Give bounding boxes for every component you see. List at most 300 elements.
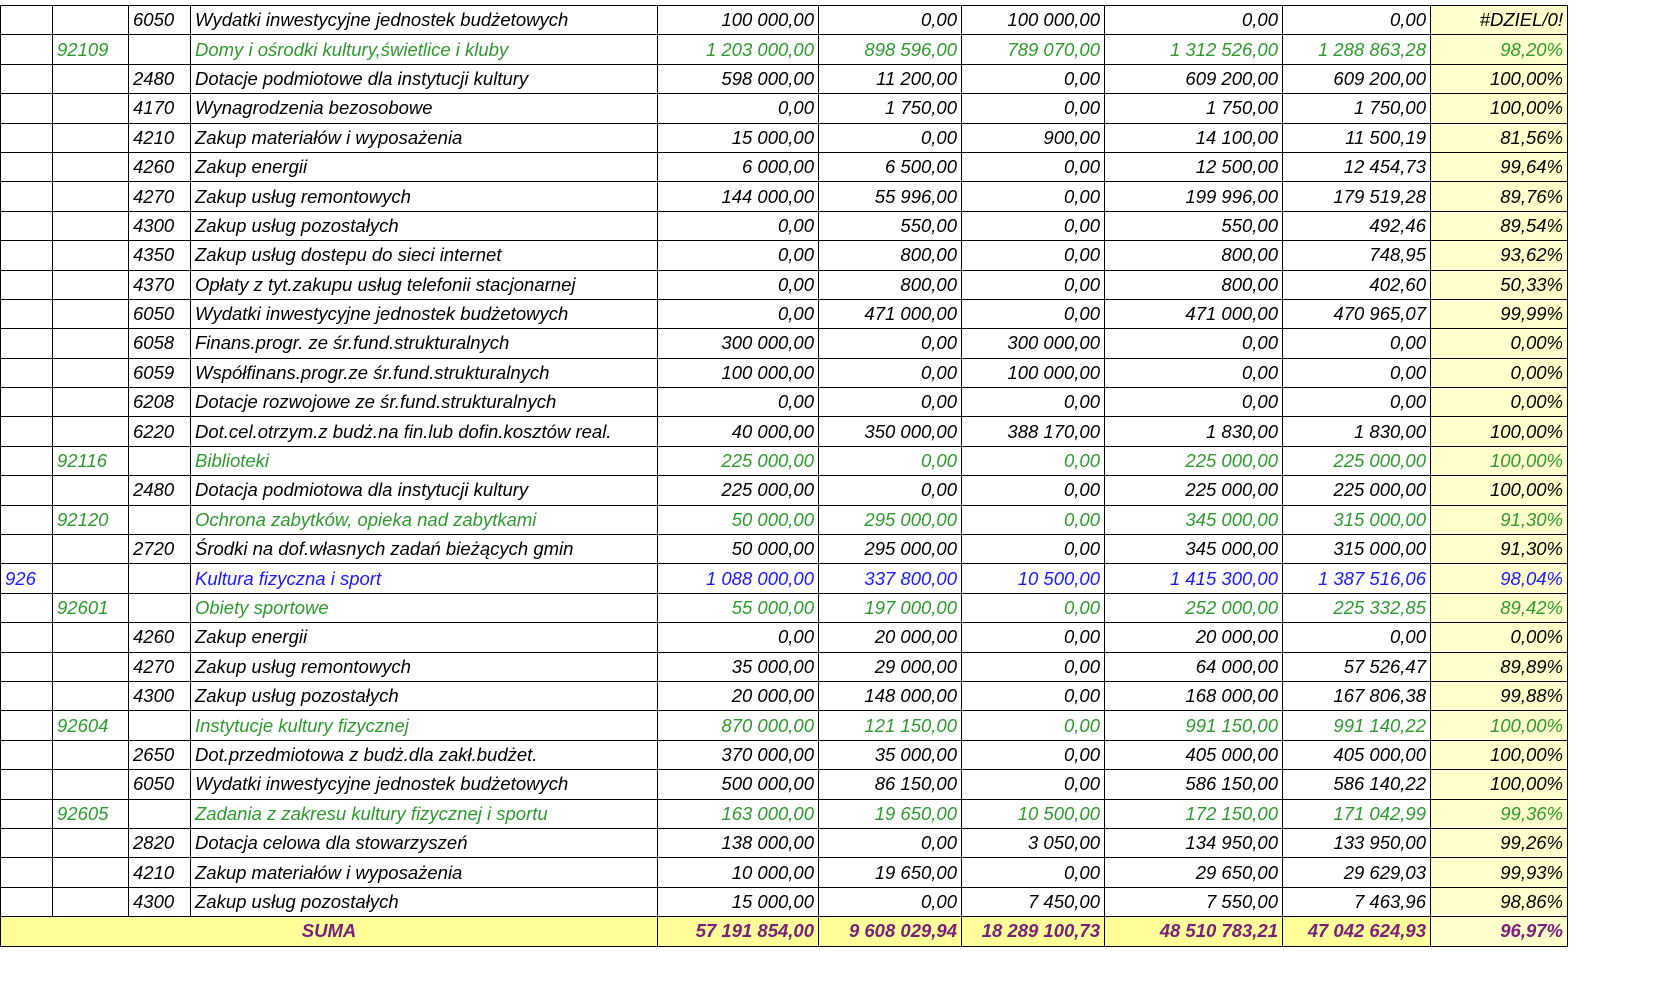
name-cell: Dotacja celowa dla stowarzyszeń	[191, 828, 658, 857]
table-row	[1, 241, 1568, 270]
plan-cell: 500 000,00	[658, 770, 819, 799]
rozdzial-code-cell	[53, 887, 129, 916]
plan-after-changes-cell: 20 000,00	[1105, 623, 1283, 652]
increase-cell: 121 150,00	[819, 711, 962, 740]
plan-after-changes-cell: 1 415 300,00	[1105, 564, 1283, 593]
plan-after-changes-cell: 405 000,00	[1105, 740, 1283, 769]
percent-cell: 0,00%	[1431, 388, 1568, 417]
decrease-cell: 0,00	[962, 211, 1105, 240]
execution-cell: 0,00	[1283, 329, 1431, 358]
plan-after-changes-cell: 586 150,00	[1105, 770, 1283, 799]
plan-after-changes-cell: 0,00	[1105, 388, 1283, 417]
paragraf-code-cell: 2650	[129, 740, 191, 769]
plan-cell: 0,00	[658, 623, 819, 652]
rozdzial-code-cell	[53, 770, 129, 799]
decrease-cell: 0,00	[962, 476, 1105, 505]
decrease-cell: 0,00	[962, 535, 1105, 564]
rozdzial-code-cell	[53, 329, 129, 358]
name-cell: Finans.progr. ze śr.fund.strukturalnych	[191, 329, 658, 358]
plan-cell: 10 000,00	[658, 858, 819, 887]
name-cell: Zakup usług pozostałych	[191, 211, 658, 240]
plan-after-changes-cell: 64 000,00	[1105, 652, 1283, 681]
paragraf-code-cell: 4210	[129, 123, 191, 152]
dzial-code-cell	[1, 681, 53, 710]
name-cell: Zakup energii	[191, 623, 658, 652]
dzial-code-cell	[1, 417, 53, 446]
execution-cell: 315 000,00	[1283, 505, 1431, 534]
name-cell: Obiety sportowe	[191, 593, 658, 622]
percent-cell: 98,20%	[1431, 35, 1568, 64]
name-cell: Zakup usług pozostałych	[191, 887, 658, 916]
table-row	[1, 358, 1568, 387]
execution-cell: 609 200,00	[1283, 64, 1431, 93]
rozdzial-row	[1, 711, 1568, 740]
increase-cell: 20 000,00	[819, 623, 962, 652]
dzial-code-cell	[1, 6, 53, 35]
plan-after-changes-cell: 800,00	[1105, 241, 1283, 270]
paragraf-code-cell: 4170	[129, 94, 191, 123]
percent-cell: 99,99%	[1431, 299, 1568, 328]
execution-cell: 225 000,00	[1283, 446, 1431, 475]
increase-cell: 0,00	[819, 828, 962, 857]
plan-cell: 15 000,00	[658, 123, 819, 152]
decrease-cell: 10 500,00	[962, 564, 1105, 593]
table-row	[1, 329, 1568, 358]
percent-cell: 100,00%	[1431, 770, 1568, 799]
plan-after-changes-cell: 12 500,00	[1105, 152, 1283, 181]
plan-cell: 20 000,00	[658, 681, 819, 710]
dzial-code-cell	[1, 299, 53, 328]
execution-cell: 1 387 516,06	[1283, 564, 1431, 593]
budget-table	[0, 5, 1568, 947]
increase-cell: 800,00	[819, 241, 962, 270]
plan-after-changes-cell: 7 550,00	[1105, 887, 1283, 916]
increase-cell: 898 596,00	[819, 35, 962, 64]
paragraf-code-cell: 4260	[129, 623, 191, 652]
plan-after-changes-cell: 199 996,00	[1105, 182, 1283, 211]
plan-after-changes-cell: 225 000,00	[1105, 446, 1283, 475]
execution-cell: 11 500,19	[1283, 123, 1431, 152]
plan-cell: 40 000,00	[658, 417, 819, 446]
name-cell: Wydatki inwestycyjne jednostek budżetowych	[191, 6, 658, 35]
paragraf-code-cell: 4300	[129, 211, 191, 240]
increase-cell: 350 000,00	[819, 417, 962, 446]
percent-cell: 99,93%	[1431, 858, 1568, 887]
increase-cell: 29 000,00	[819, 652, 962, 681]
percent-cell: 100,00%	[1431, 94, 1568, 123]
decrease-cell: 3 050,00	[962, 828, 1105, 857]
percent-cell: 100,00%	[1431, 417, 1568, 446]
table-row	[1, 740, 1568, 769]
name-cell: Zakup usług remontowych	[191, 182, 658, 211]
table-row	[1, 623, 1568, 652]
decrease-cell: 0,00	[962, 241, 1105, 270]
execution-cell: 171 042,99	[1283, 799, 1431, 828]
dzial-code-cell	[1, 828, 53, 857]
execution-cell: 167 806,38	[1283, 681, 1431, 710]
rozdzial-code-cell	[53, 652, 129, 681]
execution-cell: 0,00	[1283, 6, 1431, 35]
dzial-code-cell	[1, 740, 53, 769]
rozdzial-code-cell: 92116	[53, 446, 129, 475]
suma-plan-after-changes-cell: 48 510 783,21	[1105, 917, 1283, 946]
plan-after-changes-cell: 991 150,00	[1105, 711, 1283, 740]
percent-cell: 0,00%	[1431, 623, 1568, 652]
paragraf-code-cell: 4270	[129, 652, 191, 681]
name-cell: Dotacja podmiotowa dla instytucji kultury	[191, 476, 658, 505]
dzial-code-cell	[1, 270, 53, 299]
plan-after-changes-cell: 550,00	[1105, 211, 1283, 240]
name-cell: Zadania z zakresu kultury fizycznej i sportu	[191, 799, 658, 828]
rozdzial-code-cell	[53, 358, 129, 387]
decrease-cell: 0,00	[962, 152, 1105, 181]
increase-cell: 0,00	[819, 123, 962, 152]
decrease-cell: 0,00	[962, 652, 1105, 681]
plan-after-changes-cell: 1 312 526,00	[1105, 35, 1283, 64]
suma-row	[1, 917, 1568, 946]
plan-cell: 100 000,00	[658, 6, 819, 35]
percent-cell: 100,00%	[1431, 711, 1568, 740]
dzial-code-cell	[1, 623, 53, 652]
paragraf-code-cell: 4270	[129, 182, 191, 211]
percent-cell: 89,76%	[1431, 182, 1568, 211]
decrease-cell: 0,00	[962, 182, 1105, 211]
percent-cell: 89,89%	[1431, 652, 1568, 681]
execution-cell: 405 000,00	[1283, 740, 1431, 769]
name-cell: Dot.przedmiotowa z budż.dla zakł.budżet.	[191, 740, 658, 769]
rozdzial-code-cell	[53, 182, 129, 211]
increase-cell: 148 000,00	[819, 681, 962, 710]
rozdzial-code-cell	[53, 211, 129, 240]
plan-cell: 1 088 000,00	[658, 564, 819, 593]
paragraf-code-cell: 2480	[129, 476, 191, 505]
name-cell: Instytucje kultury fizycznej	[191, 711, 658, 740]
name-cell: Środki na dof.własnych zadań bieżących gmin	[191, 535, 658, 564]
execution-cell: 0,00	[1283, 358, 1431, 387]
plan-after-changes-cell: 29 650,00	[1105, 858, 1283, 887]
name-cell: Dotacje rozwojowe ze śr.fund.strukturalnych	[191, 388, 658, 417]
plan-after-changes-cell: 1 830,00	[1105, 417, 1283, 446]
paragraf-code-cell: 2480	[129, 64, 191, 93]
rozdzial-row	[1, 446, 1568, 475]
paragraf-code-cell	[129, 35, 191, 64]
dzial-code-cell	[1, 182, 53, 211]
plan-cell: 100 000,00	[658, 358, 819, 387]
dzial-code-cell	[1, 64, 53, 93]
plan-after-changes-cell: 252 000,00	[1105, 593, 1283, 622]
execution-cell: 1 750,00	[1283, 94, 1431, 123]
execution-cell: 29 629,03	[1283, 858, 1431, 887]
increase-cell: 0,00	[819, 388, 962, 417]
paragraf-code-cell: 4300	[129, 887, 191, 916]
rozdzial-row	[1, 35, 1568, 64]
rozdzial-code-cell	[53, 299, 129, 328]
percent-cell: 89,42%	[1431, 593, 1568, 622]
percent-cell: 0,00%	[1431, 329, 1568, 358]
dzial-code-cell	[1, 887, 53, 916]
suma-execution-cell: 47 042 624,93	[1283, 917, 1431, 946]
name-cell: Zakup usług dostepu do sieci internet	[191, 241, 658, 270]
execution-cell: 315 000,00	[1283, 535, 1431, 564]
paragraf-code-cell: 6208	[129, 388, 191, 417]
increase-cell: 0,00	[819, 358, 962, 387]
percent-cell: 91,30%	[1431, 535, 1568, 564]
plan-cell: 870 000,00	[658, 711, 819, 740]
increase-cell: 55 996,00	[819, 182, 962, 211]
plan-cell: 0,00	[658, 388, 819, 417]
execution-cell: 225 332,85	[1283, 593, 1431, 622]
decrease-cell: 0,00	[962, 770, 1105, 799]
dzial-code-cell	[1, 858, 53, 887]
name-cell: Współfinans.progr.ze śr.fund.strukturalnych	[191, 358, 658, 387]
name-cell: Wynagrodzenia bezosobowe	[191, 94, 658, 123]
paragraf-code-cell: 6059	[129, 358, 191, 387]
dzial-code-cell	[1, 241, 53, 270]
percent-cell: 93,62%	[1431, 241, 1568, 270]
plan-after-changes-cell: 168 000,00	[1105, 681, 1283, 710]
rozdzial-code-cell	[53, 623, 129, 652]
suma-label: SUMA	[1, 917, 658, 946]
plan-after-changes-cell: 172 150,00	[1105, 799, 1283, 828]
execution-cell: 179 519,28	[1283, 182, 1431, 211]
table-row	[1, 388, 1568, 417]
suma-percent-cell: 96,97%	[1431, 917, 1568, 946]
increase-cell: 19 650,00	[819, 858, 962, 887]
decrease-cell: 900,00	[962, 123, 1105, 152]
name-cell: Zakup materiałów i wyposażenia	[191, 123, 658, 152]
rozdzial-code-cell	[53, 123, 129, 152]
paragraf-code-cell: 4260	[129, 152, 191, 181]
dzial-code-cell	[1, 123, 53, 152]
dzial-code-cell	[1, 211, 53, 240]
execution-cell: 12 454,73	[1283, 152, 1431, 181]
plan-cell: 0,00	[658, 94, 819, 123]
decrease-cell: 0,00	[962, 64, 1105, 93]
dzial-code-cell	[1, 94, 53, 123]
plan-cell: 0,00	[658, 270, 819, 299]
percent-cell: 100,00%	[1431, 740, 1568, 769]
plan-cell: 370 000,00	[658, 740, 819, 769]
execution-cell: 748,95	[1283, 241, 1431, 270]
percent-cell: 100,00%	[1431, 476, 1568, 505]
paragraf-code-cell: 4210	[129, 858, 191, 887]
dzial-code-cell	[1, 652, 53, 681]
dzial-code-cell	[1, 505, 53, 534]
rozdzial-code-cell: 92605	[53, 799, 129, 828]
decrease-cell: 0,00	[962, 681, 1105, 710]
increase-cell: 800,00	[819, 270, 962, 299]
increase-cell: 0,00	[819, 476, 962, 505]
paragraf-code-cell: 4300	[129, 681, 191, 710]
plan-after-changes-cell: 609 200,00	[1105, 64, 1283, 93]
percent-cell: 98,86%	[1431, 887, 1568, 916]
decrease-cell: 388 170,00	[962, 417, 1105, 446]
rozdzial-code-cell	[53, 270, 129, 299]
paragraf-code-cell	[129, 799, 191, 828]
rozdzial-code-cell	[53, 564, 129, 593]
plan-after-changes-cell: 14 100,00	[1105, 123, 1283, 152]
table-row	[1, 6, 1568, 35]
plan-after-changes-cell: 800,00	[1105, 270, 1283, 299]
increase-cell: 337 800,00	[819, 564, 962, 593]
rozdzial-code-cell: 92604	[53, 711, 129, 740]
execution-cell: 470 965,07	[1283, 299, 1431, 328]
plan-after-changes-cell: 345 000,00	[1105, 505, 1283, 534]
dzial-code-cell: 926	[1, 564, 53, 593]
increase-cell: 550,00	[819, 211, 962, 240]
plan-cell: 0,00	[658, 211, 819, 240]
percent-cell: 99,26%	[1431, 828, 1568, 857]
increase-cell: 471 000,00	[819, 299, 962, 328]
name-cell: Zakup energii	[191, 152, 658, 181]
name-cell: Zakup materiałów i wyposażenia	[191, 858, 658, 887]
name-cell: Domy i ośrodki kultury,świetlice i kluby	[191, 35, 658, 64]
decrease-cell: 0,00	[962, 711, 1105, 740]
table-row	[1, 681, 1568, 710]
table-row	[1, 64, 1568, 93]
increase-cell: 0,00	[819, 446, 962, 475]
plan-cell: 300 000,00	[658, 329, 819, 358]
name-cell: Ochrona zabytków, opieka nad zabytkami	[191, 505, 658, 534]
decrease-cell: 0,00	[962, 505, 1105, 534]
decrease-cell: 10 500,00	[962, 799, 1105, 828]
paragraf-code-cell: 6050	[129, 6, 191, 35]
decrease-cell: 0,00	[962, 858, 1105, 887]
name-cell: Dot.cel.otrzym.z budż.na fin.lub dofin.kosztów real.	[191, 417, 658, 446]
plan-cell: 50 000,00	[658, 505, 819, 534]
name-cell: Kultura fizyczna i sport	[191, 564, 658, 593]
name-cell: Wydatki inwestycyjne jednostek budżetowych	[191, 770, 658, 799]
percent-cell: 89,54%	[1431, 211, 1568, 240]
plan-cell: 15 000,00	[658, 887, 819, 916]
decrease-cell: 0,00	[962, 299, 1105, 328]
execution-cell: 0,00	[1283, 388, 1431, 417]
decrease-cell: 7 450,00	[962, 887, 1105, 916]
execution-cell: 0,00	[1283, 623, 1431, 652]
table-row	[1, 858, 1568, 887]
table-row	[1, 152, 1568, 181]
execution-cell: 402,60	[1283, 270, 1431, 299]
percent-cell: 91,30%	[1431, 505, 1568, 534]
decrease-cell: 0,00	[962, 446, 1105, 475]
plan-after-changes-cell: 0,00	[1105, 329, 1283, 358]
rozdzial-code-cell	[53, 152, 129, 181]
rozdzial-code-cell	[53, 241, 129, 270]
rozdzial-code-cell	[53, 417, 129, 446]
table-row	[1, 123, 1568, 152]
rozdzial-row	[1, 799, 1568, 828]
plan-cell: 6 000,00	[658, 152, 819, 181]
paragraf-code-cell: 2720	[129, 535, 191, 564]
paragraf-code-cell: 6050	[129, 770, 191, 799]
execution-cell: 1 830,00	[1283, 417, 1431, 446]
table-row	[1, 887, 1568, 916]
increase-cell: 11 200,00	[819, 64, 962, 93]
dzial-code-cell	[1, 329, 53, 358]
increase-cell: 86 150,00	[819, 770, 962, 799]
decrease-cell: 0,00	[962, 388, 1105, 417]
execution-cell: 225 000,00	[1283, 476, 1431, 505]
table-row	[1, 94, 1568, 123]
rozdzial-row	[1, 593, 1568, 622]
decrease-cell: 0,00	[962, 270, 1105, 299]
execution-cell: 133 950,00	[1283, 828, 1431, 857]
plan-cell: 1 203 000,00	[658, 35, 819, 64]
plan-cell: 0,00	[658, 299, 819, 328]
suma-plan-cell: 57 191 854,00	[658, 917, 819, 946]
name-cell: Biblioteki	[191, 446, 658, 475]
paragraf-code-cell: 6050	[129, 299, 191, 328]
dzial-code-cell	[1, 711, 53, 740]
plan-cell: 35 000,00	[658, 652, 819, 681]
rozdzial-code-cell	[53, 64, 129, 93]
decrease-cell: 0,00	[962, 740, 1105, 769]
rozdzial-code-cell	[53, 828, 129, 857]
rozdzial-code-cell	[53, 476, 129, 505]
rozdzial-code-cell: 92109	[53, 35, 129, 64]
paragraf-code-cell	[129, 593, 191, 622]
paragraf-code-cell: 4370	[129, 270, 191, 299]
table-row	[1, 535, 1568, 564]
plan-cell: 598 000,00	[658, 64, 819, 93]
name-cell: Wydatki inwestycyjne jednostek budżetowych	[191, 299, 658, 328]
decrease-cell: 789 070,00	[962, 35, 1105, 64]
table-row	[1, 270, 1568, 299]
execution-cell: 7 463,96	[1283, 887, 1431, 916]
increase-cell: 295 000,00	[819, 505, 962, 534]
table-row	[1, 828, 1568, 857]
percent-cell: 99,36%	[1431, 799, 1568, 828]
percent-cell: 98,04%	[1431, 564, 1568, 593]
dzial-code-cell	[1, 35, 53, 64]
increase-cell: 0,00	[819, 329, 962, 358]
execution-cell: 991 140,22	[1283, 711, 1431, 740]
plan-after-changes-cell: 345 000,00	[1105, 535, 1283, 564]
percent-cell: 99,64%	[1431, 152, 1568, 181]
plan-cell: 138 000,00	[658, 828, 819, 857]
suma-increase-cell: 9 608 029,94	[819, 917, 962, 946]
dzial-code-cell	[1, 476, 53, 505]
increase-cell: 0,00	[819, 887, 962, 916]
increase-cell: 1 750,00	[819, 94, 962, 123]
decrease-cell: 0,00	[962, 94, 1105, 123]
execution-cell: 492,46	[1283, 211, 1431, 240]
dzial-code-cell	[1, 770, 53, 799]
paragraf-code-cell	[129, 505, 191, 534]
dzial-code-cell	[1, 799, 53, 828]
decrease-cell: 300 000,00	[962, 329, 1105, 358]
plan-cell: 144 000,00	[658, 182, 819, 211]
percent-cell: 50,33%	[1431, 270, 1568, 299]
name-cell: Opłaty z tyt.zakupu usług telefonii stacjonarnej	[191, 270, 658, 299]
plan-after-changes-cell: 1 750,00	[1105, 94, 1283, 123]
rozdzial-code-cell	[53, 740, 129, 769]
execution-cell: 1 288 863,28	[1283, 35, 1431, 64]
percent-cell: 0,00%	[1431, 358, 1568, 387]
rozdzial-code-cell	[53, 6, 129, 35]
paragraf-code-cell: 4350	[129, 241, 191, 270]
increase-cell: 295 000,00	[819, 535, 962, 564]
increase-cell: 0,00	[819, 6, 962, 35]
percent-cell: #DZIEL/0!	[1431, 6, 1568, 35]
plan-cell: 163 000,00	[658, 799, 819, 828]
increase-cell: 6 500,00	[819, 152, 962, 181]
dzial-code-cell	[1, 593, 53, 622]
table-row	[1, 417, 1568, 446]
suma-decrease-cell: 18 289 100,73	[962, 917, 1105, 946]
table-row	[1, 211, 1568, 240]
plan-after-changes-cell: 225 000,00	[1105, 476, 1283, 505]
